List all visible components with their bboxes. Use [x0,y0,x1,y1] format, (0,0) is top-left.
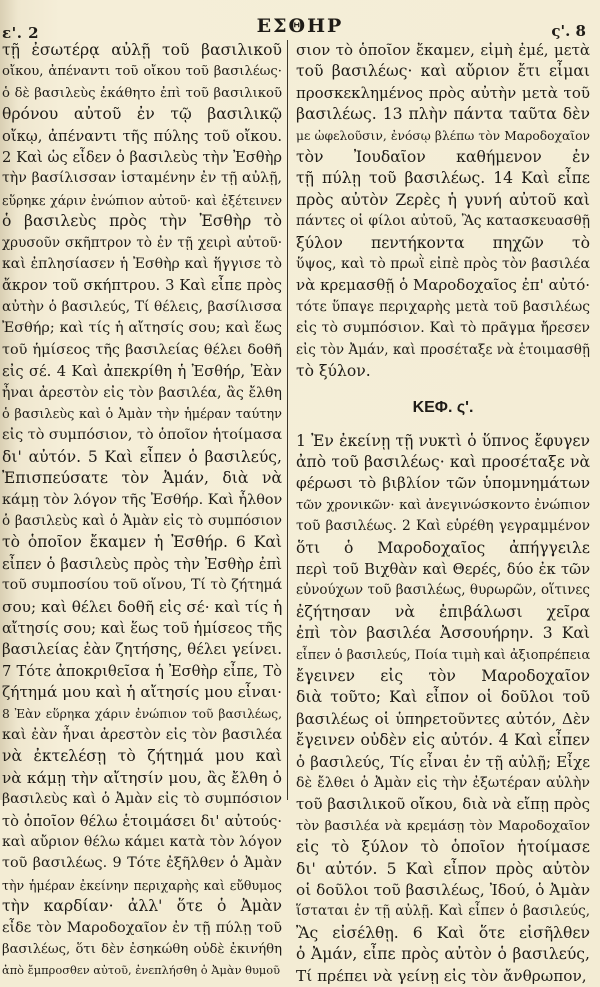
text-line: ἐπὶ τὸν βασιλέα Ἀσσουήρην. 3 Καὶ [296,624,590,643]
text-line: με ὠφελοῦσιν, ἐνόσῳ βλέπω τὸν Μαροδοχαῖον [296,128,590,143]
text-line: καὶ ἐὰν ἦναι ἀρεστὸν εἰς τὸν βασιλέα [2,727,282,743]
text-line: ἐζήτησαν νὰ ἐπιβάλωσι χεῖρα [296,602,590,621]
text-line: ὁ Ἀμάν, εἶπε πρὸς αὐτὸν ὁ βασιλεύς, [296,945,590,964]
text-line: 7 Τότε ἀποκριθεῖσα ἡ Ἐσθὴρ εἶπε, Τὸ [2,662,282,680]
text-line: 1 Ἐν ἐκείνῃ τῇ νυκτὶ ὁ ὕπνος ἔφυγεν [296,431,590,450]
text-line: δὲ ἔλθει ὁ Ἀμὰν εἰς τὴν ἐξωτέραν αὐλὴν [296,775,590,791]
text-line: εὐνούχων τοῦ βασιλέως, θυρωρῶν, οἵτινες [296,582,590,599]
text-line: βασιλέως. 13 πλὴν πάντα ταῦτα δὲν [296,105,590,124]
text-line: εὕρηκε χάριν ἐνώπιον αὐτοῦ· καὶ ἐξέτεινεν [2,192,282,208]
text-line: βασιλέως, ὅτι δὲν ἐσηκώθη οὐδὲ ἐκινήθη [2,942,282,958]
text-line: τὸ ὁποῖον ἔκαμεν ἡ Ἐσθήρ. 6 Καὶ [2,533,282,552]
text-line: εἰς σέ. 4 Καὶ ἀπεκρίθη ἡ Ἐσθήρ, Ἐὰν [2,363,282,381]
text-line: νὰ ἐκτελέσῃ τὸ ζήτημά μου καὶ [2,747,282,766]
text-line: Ἂς εἰσέλθῃ. 6 Καὶ ὅτε εἰσῆλθεν [296,923,590,942]
page-header [0,10,600,42]
text-line: ἀπὸ ἔμπροσθεν αὐτοῦ, ἐνεπλήσθη ὁ Ἀμὰν θυμοῦ [2,963,281,978]
text-line: εἰς τὸ συμπόσιον. Καὶ τὸ πρᾶγμα ἤρεσεν [296,320,590,337]
text-line: τῇ ἐσωτέρᾳ αὐλῇ τοῦ βασιλικοῦ [2,41,282,59]
text-line: αὐτὴν ὁ βασιλεύς, Τί θέλεις, βασίλισσα [2,298,282,315]
text-line: ὁ βασιλεὺς καὶ ὁ Ἀμὰν εἰς τὸ συμπόσιον [2,512,282,529]
text-line: αἴτησίς σου; καὶ ἕως τοῦ ἡμίσεος τῆς [2,619,283,637]
text-line: 2 Καὶ ὡς εἶδεν ὁ βασιλεὺς τὴν Ἐσθὴρ [2,149,282,167]
text-line: ὁ βασιλεὺς πρὸς τὴν Ἐσθὴρ τὸ [2,212,282,231]
text-line: Ἐσθήρ; καὶ τίς ἡ αἴτησίς σου; καὶ ἕως [2,320,282,337]
text-line: τοῦ συμποσίου τοῦ οἴνου, Τί τὸ ζήτημά [2,577,283,594]
column-divider [287,40,288,800]
text-line: σιον τὸ ὁποῖον ἔκαμεν, εἰμὴ ἐμέ, μετὰ [296,41,590,59]
text-line: δι' αὐτόν. 5 Καὶ εἶπεν ὁ βασιλεύς, [2,447,282,466]
text-line: ὅτι ὁ Μαροδοχαῖος ἀπήγγειλε [296,538,590,557]
text-line: ζήτημά μου καὶ ἡ αἴτησίς μου εἶναι· [2,683,282,702]
text-line: τότε ὕπαγε περιχαρὴς μετὰ τοῦ βασιλέως [296,298,590,315]
text-line: πρὸς αὐτὸν Ζερὲς ἡ γυνή αὐτοῦ καὶ [296,190,590,209]
text-line: τοῦ βασιλέως. 9 Τότε ἐξῆλθεν ὁ Ἀμὰν [2,855,282,872]
text-line: ὕψος, καὶ τὸ πρωῒ εἰπὲ πρὸς τὸν βασιλέα [296,256,590,273]
text-line: κάμῃ τὸν λόγον τῆς Ἐσθήρ. Καὶ ἦλθον [2,491,283,508]
text-line: ἀπὸ τοῦ βασιλέως· καὶ προσέταξε νὰ [296,452,590,471]
text-line: νὰ κάμῃ τὴν αἴτησίν μου, ἂς ἔλθη ὁ [2,768,282,787]
text-line: καὶ αὔριον θέλω κάμει κατὰ τὸν λόγον [2,834,282,851]
text-line: εἰς τὸ ξύλον τὸ ὁποῖον ἡτοίμασε [296,838,590,857]
text-line: θρόνου αὐτοῦ ἐν τῷ βασιλικῷ [2,105,282,124]
left-chapter-reference: ε'. 2 [2,24,40,42]
text-line: τὴν καρδίαν· ἀλλ' ὅτε ὁ Ἀμὰν [2,897,282,916]
text-line: ἔγεινεν οὐδὲν εἰς αὐτόν. 4 Καὶ εἶπεν [296,731,590,750]
text-line: τὴν ἡμέραν ἐκείνην περιχαρὴς καὶ εὔθυμος [2,877,282,893]
text-line: πάντες οἱ φίλοι αὐτοῦ, Ἂς κατασκευασθῇ [296,213,590,230]
text-line: ξύλον πεντήκοντα πηχῶν τὸ [296,233,590,252]
text-line: τοῦ βασιλέως· καὶ αὔριον ἔτι εἶμαι [296,62,590,81]
text-line: εἶπεν ὁ βασιλεύς, Ποία τιμὴ καὶ ἀξιοπρέπεια [296,647,591,663]
text-line: ὁ δὲ βασιλεὺς ἐκάθητο ἐπὶ τοῦ βασιλικοῦ [2,85,282,101]
text-line: βασιλεὺς καὶ ὁ Ἀμὰν εἰς τὸ συμπόσιον [2,791,282,808]
text-line: εἶδε τὸν Μαροδοχαῖον ἐν τῇ πύλῃ τοῦ [2,919,282,936]
text-line: σου; καὶ θέλει δοθῆ εἰς σέ· καὶ τίς ἡ [2,597,283,616]
text-line: τὴν βασίλισσαν ἱσταμένην ἐν τῇ αὐλῇ, [2,170,282,187]
book-title: ΕΣΘΗΡ [256,15,344,37]
text-line: ἄκρον τοῦ σκήπτρου. 3 Καὶ εἶπε πρὸς [2,277,282,295]
text-line: εἰς τὸ συμπόσιον, τὸ ὁποῖον ἡτοίμασα [2,427,283,444]
text-line: τὸν Ἰουδαῖον καθήμενον ἐν [296,148,590,167]
text-line: οἴκου, ἀπέναντι τοῦ οἴκου τοῦ βασιλέως· [2,64,282,80]
text-line: βασιλέως οἱ ὑπηρετοῦντες αὐτόν, Δὲν [296,709,590,728]
text-line: νὰ κρεμασθῇ ὁ Μαροδοχαῖος ἐπ' αὐτό· [296,276,590,295]
text-line: τὸν βασιλέα νὰ κρεμάσῃ τὸν Μαροδοχαῖον [296,818,590,834]
text-line: βασιλείας ἐὰν ζητήσης, θέλει γείνει. [2,640,282,659]
text-line: τὸ ξύλον. [296,362,371,381]
text-line: δι' αὐτόν. 5 Καὶ εἶπον πρὸς αὐτὸν [296,859,590,878]
right-text-column [296,40,591,985]
text-line: περὶ τοῦ Βιχθὰν καὶ Θερές, δύο ἐκ τῶν [296,560,590,578]
text-line: ὁ βασιλεύς, Τίς εἶναι ἐν τῇ αὐλῇ; Εἶχε [296,752,590,771]
text-line: προσκεκλημένος πρὸς αὐτὴν μετὰ τοῦ [296,83,590,102]
text-line: οἱ δοῦλοι τοῦ βασιλέως, Ἰδού, ὁ Ἀμὰν [296,881,590,900]
text-line: τῶν χρονικῶν· καὶ ἀνεγινώσκοντο ἐνώπιον [296,497,590,513]
text-line: Ἐπισπεύσατε τὸν Ἀμάν, διὰ νὰ [2,469,282,488]
text-line: 8 Ἐὰν εὕρηκα χάριν ἐνώπιον τοῦ βασιλέως, [2,706,282,721]
chapter-heading: ΚΕΦ. ς'. [412,398,474,416]
text-line: ἵσταται ἐν τῇ αὐλῇ. Καὶ εἶπεν ὁ βασιλεύς, [296,903,590,920]
text-line: διὰ τοῦτο; Καὶ εἶπον οἱ δοῦλοι τοῦ [296,688,590,707]
text-line: χρυσοῦν σκῆπτρον τὸ ἐν τῇ χειρὶ αὐτοῦ· [2,234,282,251]
left-text-column [2,40,283,978]
right-chapter-reference: ς'. 8 [551,22,586,40]
text-line: ἔγεινεν εἰς τὸν Μαροδοχαῖον [296,666,590,685]
text-line: τὸ ὁποῖον θέλω ἑτοιμάσει δι' αὐτούς· [2,812,282,830]
text-line: τοῦ ἡμίσεος τῆς βασιλείας θέλει δοθῆ [2,341,282,358]
text-line: εἶπεν ὁ βασιλεὺς πρὸς τὴν Ἐσθὴρ ἐπὶ [2,555,282,573]
text-line: τοῦ βασιλικοῦ οἴκου, διὰ νὰ εἴπῃ πρὸς [296,795,590,814]
text-line: φέρωσι τὸ βιβλίον τῶν ὑπομνημάτων [296,474,590,493]
text-line: τῇ πύλῃ τοῦ βασιλέως. 14 Καὶ εἶπε [296,169,590,188]
text-line: εἰς τὸν Ἀμάν, καὶ προσέταξε νὰ ἑτοιμασθῇ [296,341,590,358]
text-line: οἴκῳ, ἀπέναντι τῆς πύλης τοῦ οἴκου. [2,127,282,145]
text-line: καὶ ἐπλησίασεν ἡ Ἐσθὴρ καὶ ἥγγισε τὸ [2,256,282,273]
text-line: τοῦ βασιλέως. 2 Καὶ εὑρέθη γεγραμμένον [296,518,590,535]
text-line: Τί πρέπει νὰ γείνῃ εἰς τὸν ἄνθρωπον, [296,966,587,985]
text-line: ὁ βασιλεὺς καὶ ὁ Ἀμὰν τὴν ἡμέραν ταύτην [2,406,282,422]
text-line: ἦναι ἀρεστὸν εἰς τὸν βασιλέα, ἂς ἔλθη [2,384,282,401]
